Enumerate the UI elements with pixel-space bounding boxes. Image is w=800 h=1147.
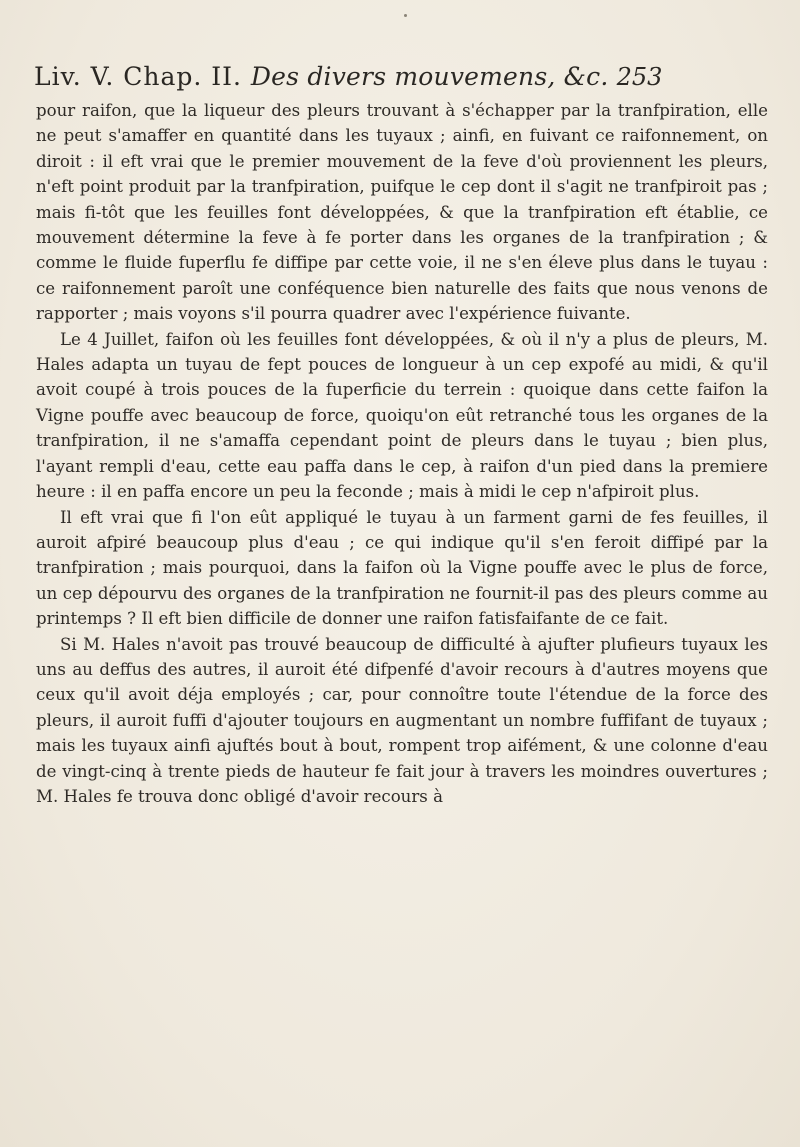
running-title: Des divers mouvemens, &c. xyxy=(250,62,617,91)
paragraph-2: Le 4 Juillet, faifon où les feuilles font développées, & où il n'y a plus de pleurs, M. Hales adapta un tuyau de fept pouces de longueur à un cep expofé au midi, & qu'il avoit coupé à trois pouces de la fuperficie du terrein : quoique dans cette faifon la Vigne pouffe avec beaucoup de force, quoiqu'on eût retranché tous les organes de la tranfpiration, il ne s'amaffa cependant point de pleurs dans le tuyau ; bien plus, l'ayant rempli d'eau, cette eau paffa dans le cep, à raifon d'un pied dans la premiere heure : il en paffa encore un peu la feconde ; mais à midi le cep n'afpiroit plus. xyxy=(36,329,768,502)
running-header xyxy=(34,62,746,98)
paragraph-4: Si M. Hales n'avoit pas trouvé beaucoup de difficulté à ajufter plufieurs tuyaux les uns au deffus des autres, il auroit été difpenfé d'avoir recours à d'autres moyens que ceux qu'il avoit déja employés ; car, pour connoître toute l'étendue de la force des pleurs, il auroit fuffi d'ajouter toujours en augmentant un nombre fuffifant de tuyaux ; mais les tuyaux ainfi ajuftés bout à bout, rompent trop aifément, & une colonne d'eau de vingt-cinq à trente pieds de hauteur fe fait jour à travers les moindres ouvertures ; M. Hales fe trouva donc obligé d'avoir recours à xyxy=(36,634,768,806)
paragraph-1: pour raifon, que la liqueur des pleurs trouvant à s'échapper par la tranfpiration, elle ne peut s'amaffer en quantité dans les tuyaux ; ainfi, en fuivant ce raifonnement, on diroit : il eft vrai que le premier mouvement de la feve d'où proviennent les pleurs, n'eft point produit par la tranfpiration, puifque le cep dont il s'agit ne tranfpiroit pas ; mais fi-tôt que les feuilles font développées, & que la tranfpiration eft établie, ce mouvement détermine la feve à fe porter dans les organes de la tranfpiration ; & comme le fluide fuperflu fe diffipe par cette voie, il ne s'en éleve plus dans le tuyau : ce raifonnement paroît une conféquence bien naturelle des faits que nous venons de rapporter ; mais voyons s'il pourra quadrer avec l'expérience fuivante. xyxy=(36,101,768,324)
body-text xyxy=(36,98,768,809)
page-number: 253 xyxy=(616,63,663,91)
paragraph-3: Il eft vrai que fi l'on eût appliqué le tuyau à un farment garni de fes feuilles, il auroit afpiré beaucoup plus d'eau ; ce qui indique qu'il s'en feroit diffipé par la tranfpiration ; mais pourquoi, dans la faifon où la Vigne pouffe avec le plus de force, un cep dépourvu des organes de la tranfpiration ne fournit-il pas des pleurs comme au printemps ? Il eft bien difficile de donner une raifon fatisfaifante de ce fait. xyxy=(36,507,768,629)
chapter-reference: Liv. V. Chap. II. xyxy=(34,62,251,91)
paper-speck xyxy=(404,14,407,17)
